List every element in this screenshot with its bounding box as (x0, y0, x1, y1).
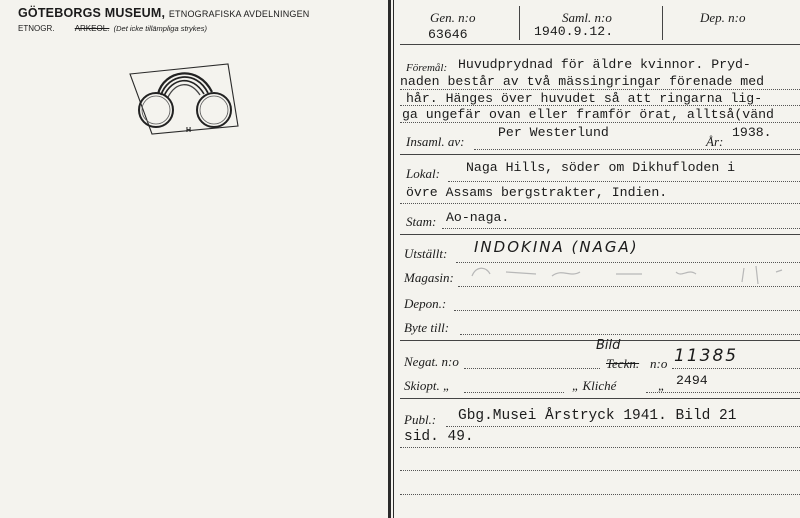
publ-line-1: Gbg.Musei Årstryck 1941. Bild 21 (458, 408, 737, 424)
dep-label: Dep. n:o (700, 10, 746, 25)
insaml-value: Per Westerlund (498, 125, 609, 140)
ar-label: År: (706, 134, 724, 149)
foremal-line-1: Huvudprydnad för äldre kvinnor. Pryd- (458, 57, 751, 72)
header-sep-1 (519, 6, 520, 40)
object-sketch (128, 58, 244, 142)
left-panel (0, 0, 388, 518)
museum-header (18, 6, 310, 20)
utstallt-label: Utställt: (404, 246, 448, 261)
publ-line-2: sid. 49. (404, 429, 474, 445)
stam-label: Stam: (406, 214, 437, 229)
card-divider (388, 0, 391, 518)
byte-label: Byte till: (404, 320, 450, 335)
etnogr-label: ETNOGR. (18, 24, 55, 33)
publ-label: Publ.: (404, 412, 437, 427)
catalog-card (394, 0, 800, 518)
negat-label: Negat. n:o (404, 354, 459, 369)
museum-name: GÖTEBORGS MUSEUM, (18, 6, 166, 20)
stam-rule (400, 234, 800, 235)
kliche-prefix: „ (658, 378, 666, 393)
teckn-label: Teckn. (606, 356, 640, 371)
foremal-label: Föremål: (406, 62, 448, 74)
gen-value: 63646 (428, 27, 468, 42)
ring-left (139, 93, 173, 127)
lokal-line-1: Naga Hills, söder om Dikhufloden i (466, 160, 736, 175)
sketch-label: H (186, 127, 192, 134)
depon-label: Depon.: (404, 296, 447, 311)
bild-note: Bild (596, 338, 621, 353)
skiopt-label: Skiopt. „ (404, 378, 451, 393)
foremal-line-3: hår. Hänges över huvudet så att ringarna lig- (406, 91, 763, 106)
skiopt-rule (400, 398, 800, 399)
kliche-label: „ Kliché (572, 378, 617, 393)
saml-value: 1940.9.12. (534, 24, 614, 39)
stam-value: Ao-naga. (446, 210, 510, 225)
ring-right (197, 93, 231, 127)
department-name: ETNOGRAFISKA AVDELNINGEN (168, 9, 310, 19)
insaml-rule (400, 154, 800, 155)
magasin-label: Magasin: (404, 270, 454, 285)
magasin-erased-scribble (466, 262, 796, 286)
ar-value: 1938. (732, 125, 772, 140)
strike-note: (Det icke tillämpliga strykes) (113, 24, 207, 33)
insaml-label: Insaml. av: (406, 134, 465, 149)
header-rule (400, 44, 800, 45)
gen-label: Gen. n:o (430, 10, 476, 25)
saml-label: Saml. n:o (562, 10, 612, 25)
category-line (18, 24, 207, 33)
arkeol-label: ARKEOL. (74, 24, 110, 33)
negat-value: 11385 (674, 346, 739, 366)
kliche-value: 2494 (676, 373, 708, 388)
lokal-label: Lokal: (406, 166, 440, 181)
lokal-line-2: övre Assams bergstrakter, Indien. (406, 185, 668, 200)
negat-no-label: n:o (650, 356, 668, 371)
utstallt-value: INDOKINA (NAGA) (474, 238, 639, 256)
foremal-line-4: ga ungefär ovan eller framför örat, alltså(vänd (402, 107, 774, 122)
foremal-line-2: naden består av två mässingringar förenade med (400, 74, 765, 89)
header-sep-2 (662, 6, 663, 40)
